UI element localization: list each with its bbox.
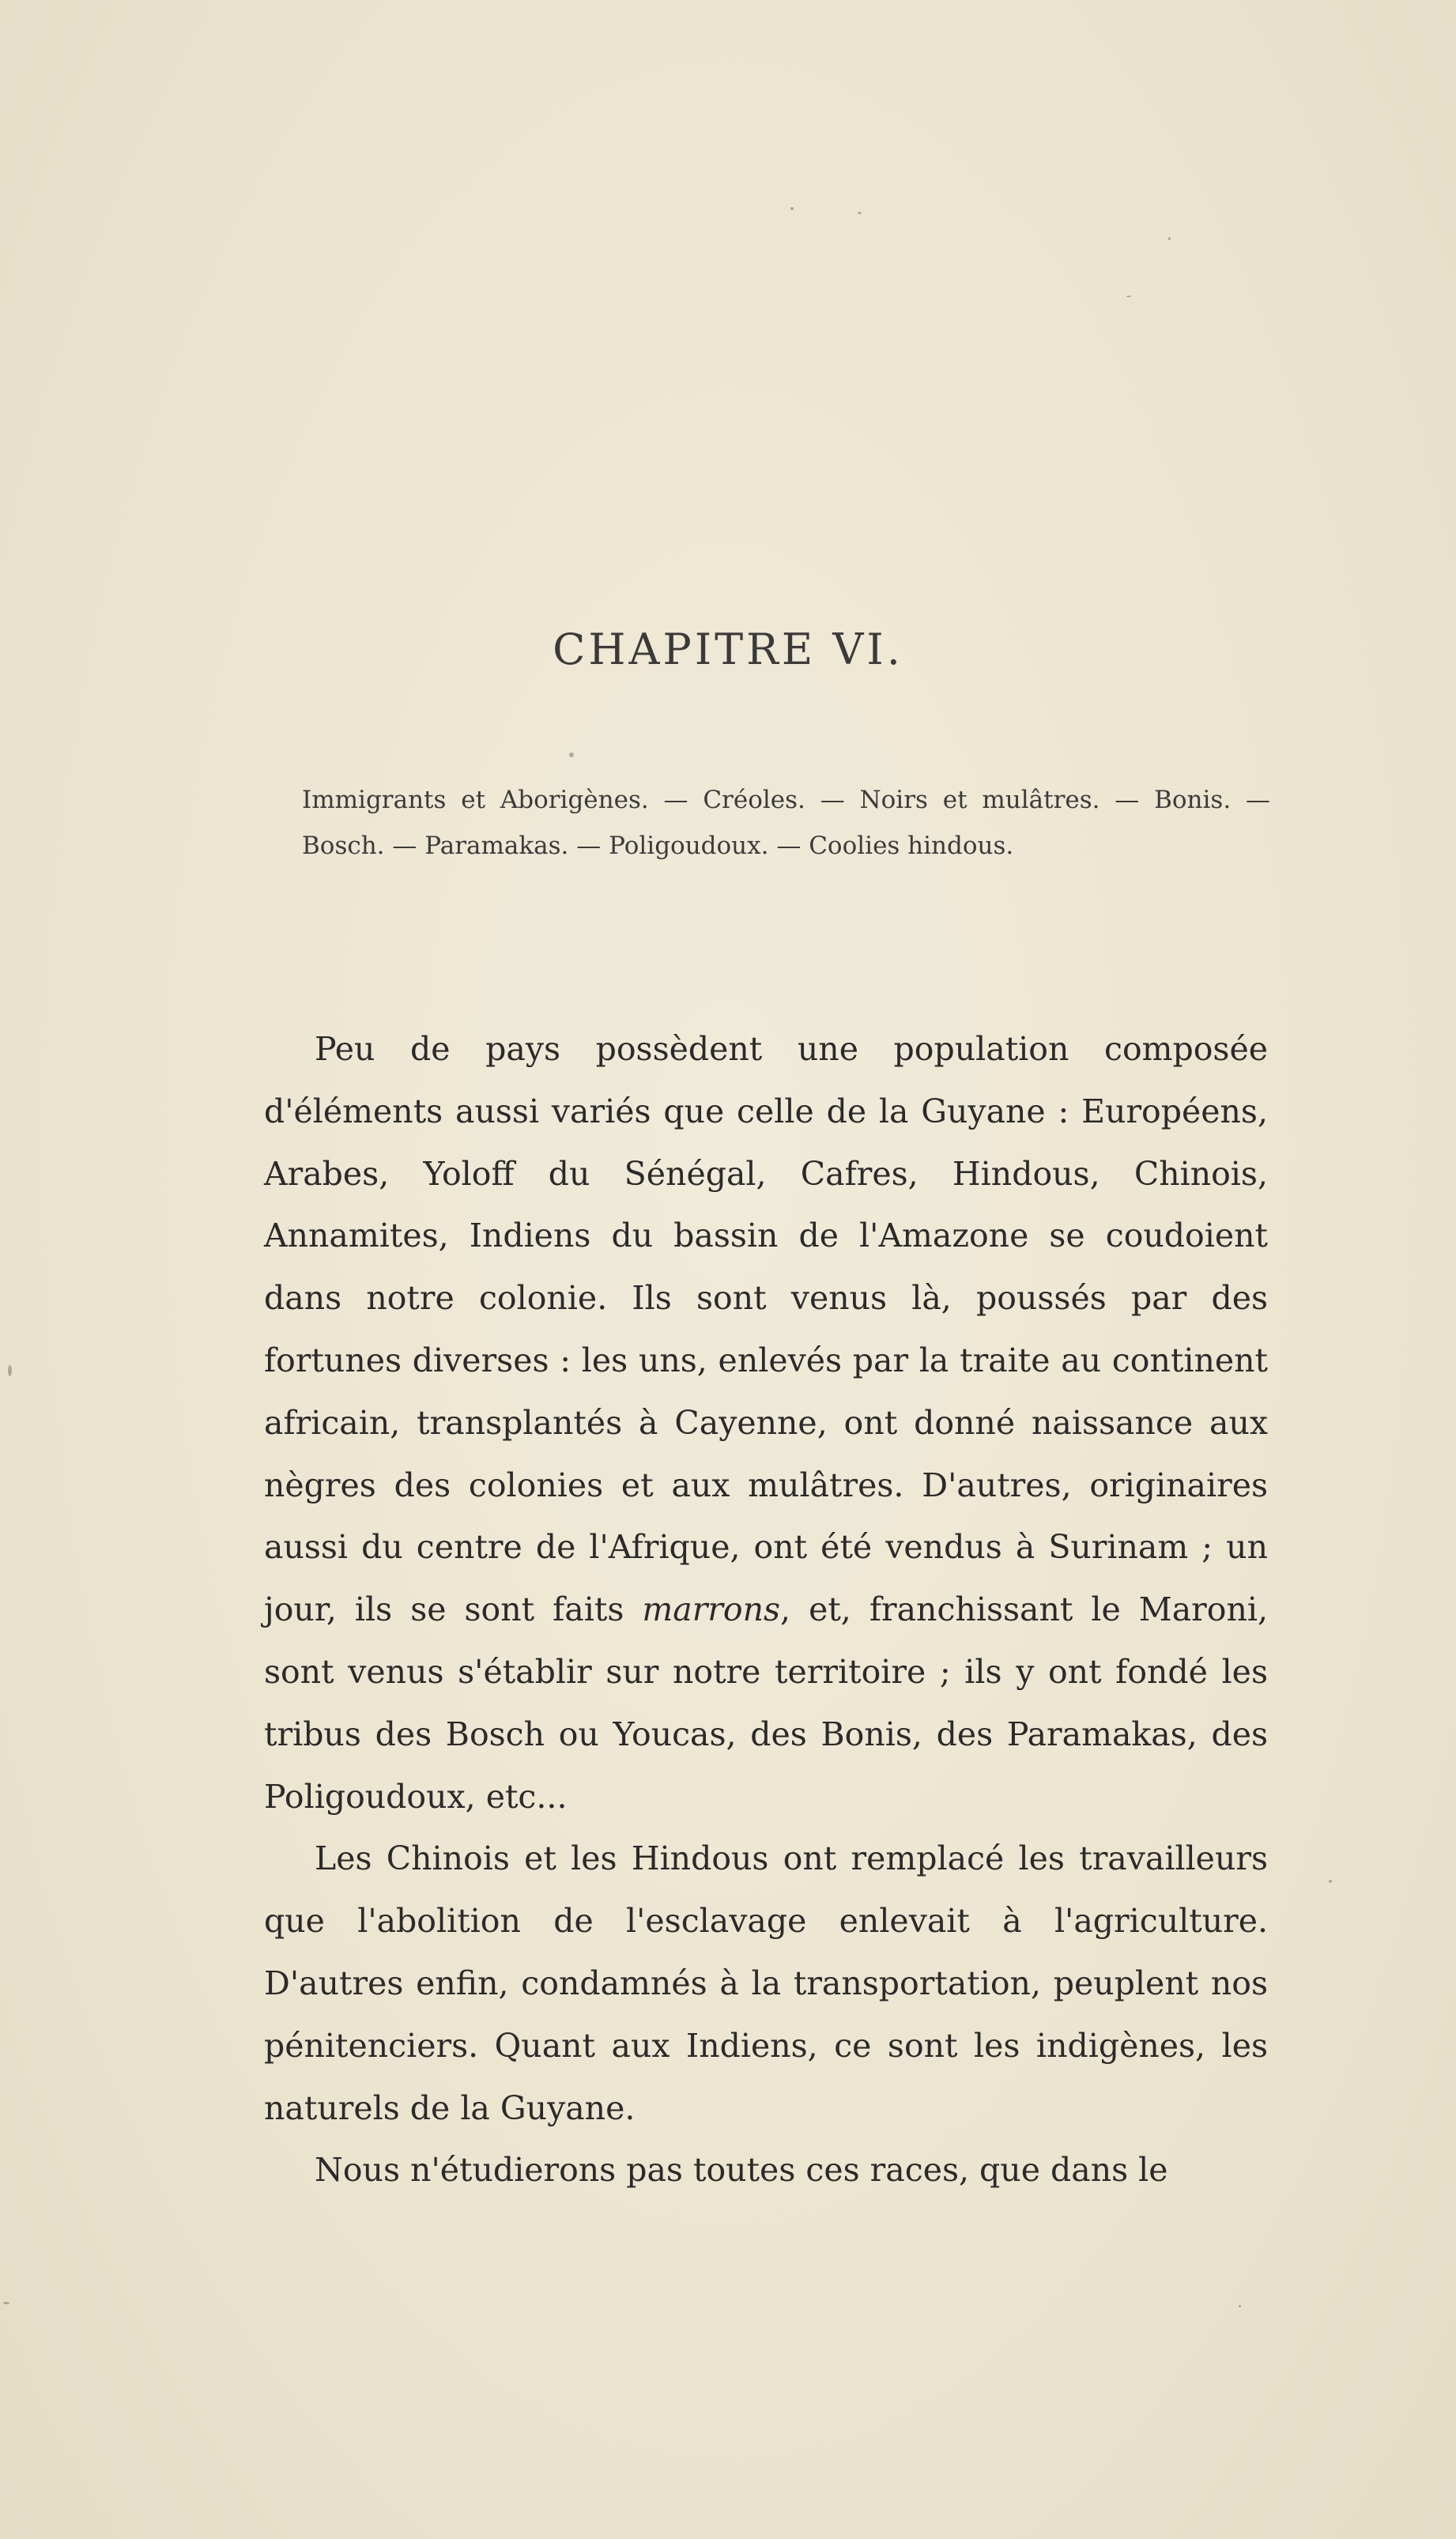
paper-speck (569, 753, 574, 757)
paragraph-1-text-continued: , et, franchissant le Maroni, sont venus s'établir sur notre territoire ; ils y ont fondé les tribus des Bosch ou Youcas, des Bonis, des Paramakas, des Poligoudoux, etc... (264, 1590, 1268, 1816)
body-text (264, 1018, 1268, 2201)
paper-speck (8, 1365, 12, 1376)
paragraph-1-italic-term: marrons (642, 1590, 781, 1629)
paper-speck (1239, 2305, 1241, 2307)
paragraph-1-text: Peu de pays possèdent une population composée d'éléments aussi variés que celle de la Guyane : Européens, Arabes, Yoloff du Sénégal, Cafres, Hindous, Chinois, Annamites, Indiens du bassin de l'Amazone se coudoient dans notre colonie. Ils sont venus là, poussés par des fortunes diverses : les uns, enlevés par la traite au continent africain, transplantés à Cayenne, ont donné naissance aux nègres des colonies et aux mulâtres. D'autres, originaires aussi du centre de l'Afrique, ont été vendus à Surinam ; un jour, ils se sont faits (264, 1030, 1268, 1629)
paper-speck (1168, 237, 1171, 240)
chapter-summary: Immigrants et Aborigènes. — Créoles. — Noirs et mulâtres. — Bonis. — Bosch. — Paramakas. — Poligoudoux. — Coolies hindous. (302, 786, 1270, 860)
paragraph-2: Les Chinois et les Hindous ont remplacé les travailleurs que l'abolition de l'esclavage enlevait à l'agriculture. D'autres enfin, condamnés à la transportation, peuplent nos pénitenciers. Quant aux Indiens, ce sont les indigènes, les naturels de la Guyane. (264, 1839, 1268, 2127)
paragraph-3: Nous n'étudierons pas toutes ces races, que dans le (315, 2151, 1168, 2190)
paragraph-1 (264, 1018, 1268, 1828)
chapter-title: CHAPITRE VI. (553, 624, 903, 674)
paper-speck (1329, 1880, 1332, 1883)
paper-speck (1126, 296, 1131, 297)
paper-speck (790, 207, 794, 210)
paper-speck (858, 212, 862, 214)
paper-speck (3, 2302, 9, 2304)
